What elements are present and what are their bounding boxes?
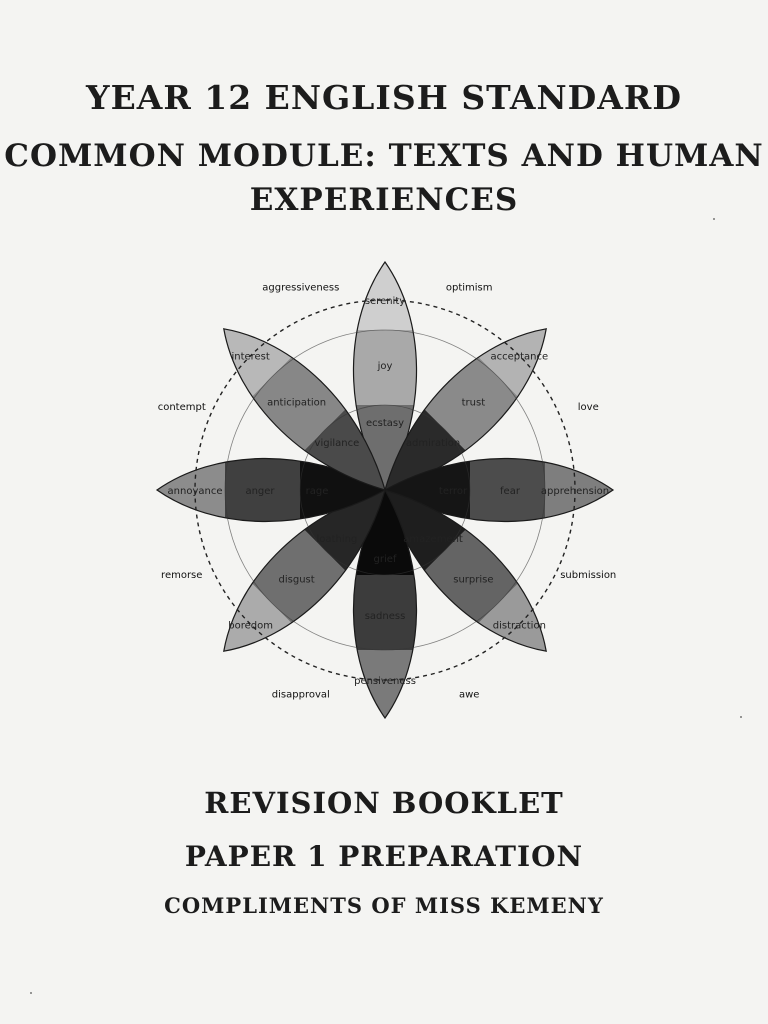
petal-outer-label: boredom xyxy=(228,620,274,632)
dyad-label: disapproval xyxy=(271,689,330,701)
petal-outer-label: acceptance xyxy=(490,351,549,363)
petal-inner-label: terror xyxy=(438,486,468,497)
page-title: YEAR 12 ENGLISH STANDARD xyxy=(86,78,682,117)
booklet-credit: COMPLIMENTS OF MISS KEMENY xyxy=(164,893,604,918)
module-title-line-2: EXPERIENCES xyxy=(249,182,519,218)
booklet-subtitle: PAPER 1 PREPARATION xyxy=(184,840,584,873)
petal-mid-label: fear xyxy=(500,486,520,497)
petal-outer-label: serenity xyxy=(364,296,406,307)
scan-speck xyxy=(713,218,715,220)
petal-inner-label: loathing xyxy=(316,534,358,546)
dyad-label: contempt xyxy=(157,401,206,413)
petal-inner-label: amazement xyxy=(403,534,463,546)
petal-outer-label: annoyance xyxy=(167,486,223,497)
petal-outer-label: apprehension xyxy=(540,486,610,497)
petal-inner-label: grief xyxy=(373,554,397,565)
petal-inner-label: ecstasy xyxy=(365,418,405,429)
petal-inner-label: admiration xyxy=(405,437,461,449)
dyad-label: remorse xyxy=(161,570,203,582)
petal-outer-label: pensiveness xyxy=(354,676,416,687)
booklet-title: REVISION BOOKLET xyxy=(204,786,564,820)
dyad-label: awe xyxy=(458,689,480,701)
emotion-wheel xyxy=(130,255,640,735)
dyad-label: love xyxy=(577,401,599,413)
petal-mid-label: surprise xyxy=(453,574,494,586)
petal-outer-label: interest xyxy=(231,351,270,363)
petal-mid-label: joy xyxy=(377,361,393,372)
petal-mid-label: disgust xyxy=(278,574,315,586)
scan-speck xyxy=(30,992,32,994)
dyad-label: submission xyxy=(560,570,617,582)
scan-speck xyxy=(740,716,742,718)
petal-outer-label: distraction xyxy=(492,620,546,632)
petal-inner-label: rage xyxy=(305,486,329,497)
module-title-line-1: COMMON MODULE: TEXTS AND HUMAN xyxy=(4,138,764,174)
dyad-label: optimism xyxy=(445,282,493,294)
petal-inner-label: vigilance xyxy=(314,437,360,449)
petal-mid-label: anticipation xyxy=(267,397,327,409)
petal-mid-label: anger xyxy=(245,486,275,497)
dyad-label: aggressiveness xyxy=(262,282,340,294)
petal-mid-label: trust xyxy=(461,397,486,409)
petal-mid-label: sadness xyxy=(364,611,406,622)
